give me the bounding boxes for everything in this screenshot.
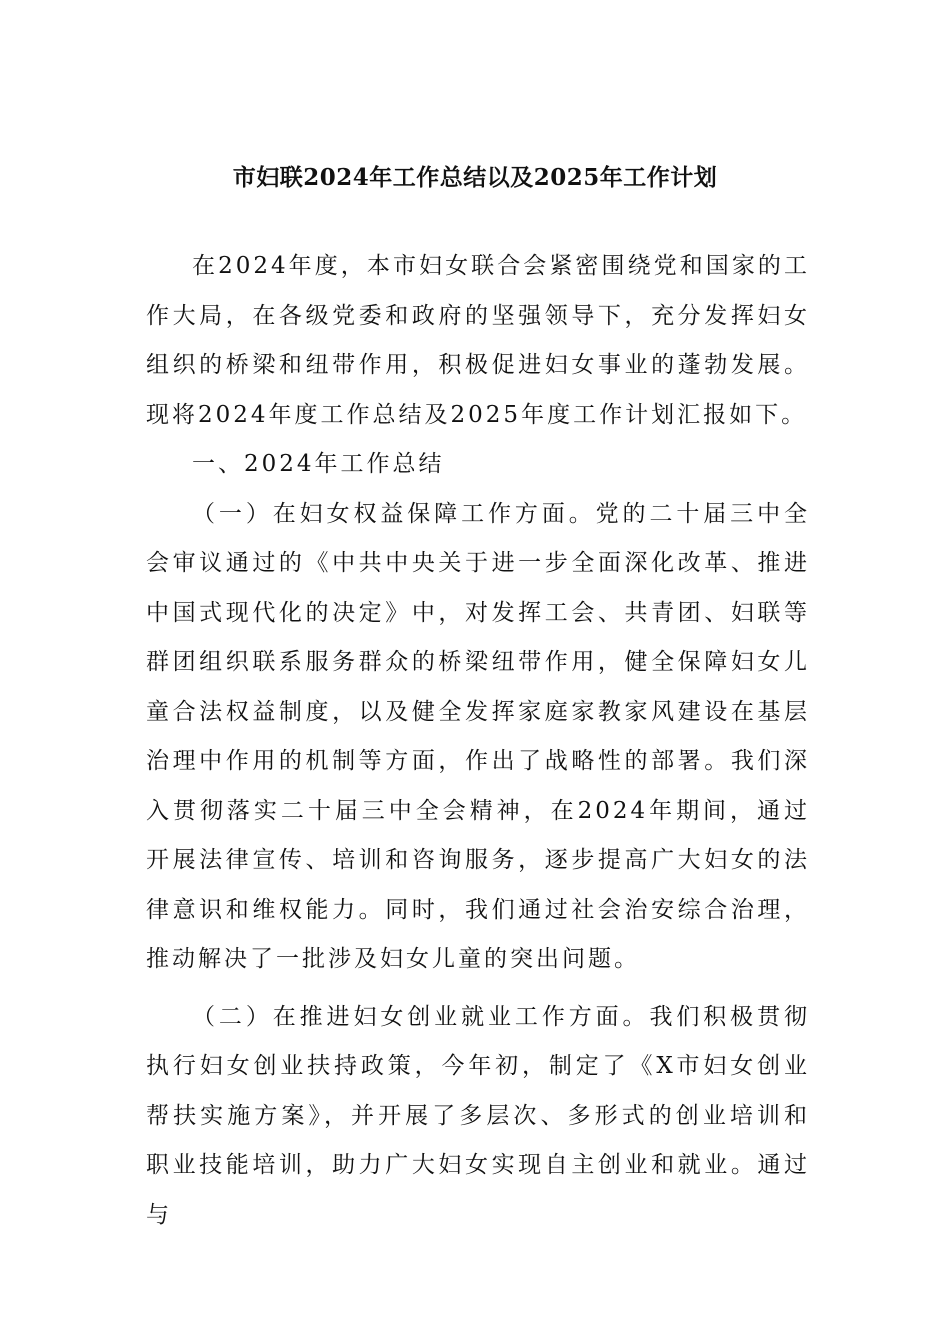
- document-title: 市妇联2024年工作总结以及2025年工作计划: [232, 164, 718, 191]
- section-heading-summary: 一、2024年工作总结: [192, 451, 445, 477]
- paragraph-women-employment: （二）在推进妇女创业就业工作方面。我们积极贯彻执行妇女创业扶持政策，今年初，制定了《X市妇女创业帮扶实施方案》，并开展了多层次、多形式的创业培训和职业技能培训，助力广大妇女实现自主创业和就业。通过与: [146, 1003, 810, 1228]
- intro-paragraph: 在2024年度，本市妇女联合会紧密围绕党和国家的工作大局，在各级党委和政府的坚强领导下，充分发挥妇女组织的桥梁和纽带作用，积极促进妇女事业的蓬勃发展。现将2024年度工作总结及2025年度工作计划汇报如下。: [146, 253, 810, 428]
- document-body: [146, 242, 810, 1240]
- paragraph-women-rights: （一）在妇女权益保障工作方面。党的二十届三中全会审议通过的《中共中央关于进一步全面深化改革、推进中国式现代化的决定》中，对发挥工会、共青团、妇联等群团组织联系服务群众的桥梁纽带作用，健全保障妇女儿童合法权益制度，以及健全发挥家庭家教家风建设在基层治理中作用的机制等方面，作出了战略性的部署。我们深入贯彻落实二十届三中全会精神，在2024年期间，通过开展法律宣传、培训和咨询服务，逐步提高广大妇女的法律意识和维权能力。同时，我们通过社会治安综合治理，推动解决了一批涉及妇女儿童的突出问题。: [146, 500, 810, 972]
